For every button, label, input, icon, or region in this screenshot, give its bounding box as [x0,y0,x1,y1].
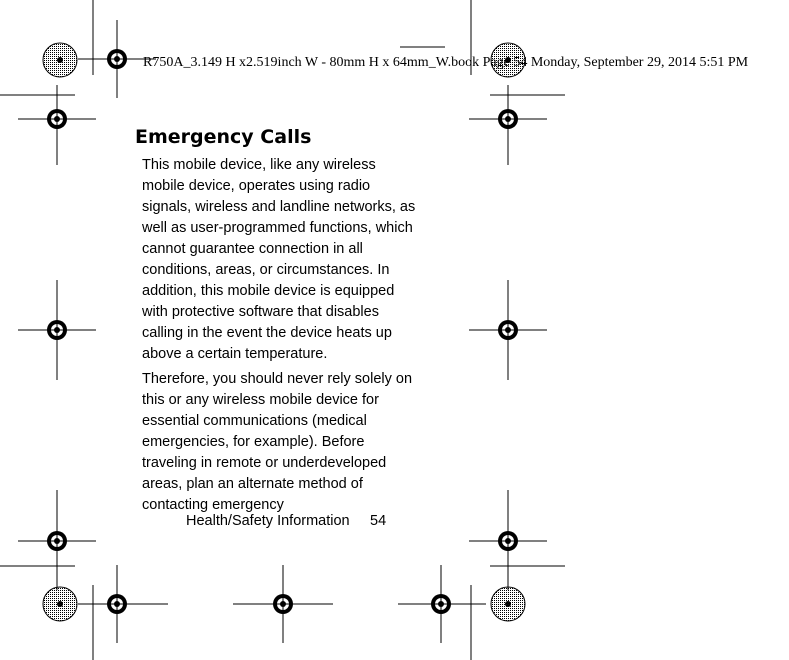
footer-section-name: Health/Safety Information [186,513,350,529]
paragraph-1: This mobile device, like any wireless mobile device, operates using radio signals, wireless and landline networks, as well as user-programmed functions, which cannot guarantee connection in all conditions, areas, or circumstances. In addition, this mobile device is equipped with protective software that disables calling in the event the device heats up above a certain temperature. [142,157,416,362]
page-number: 54 [370,513,387,529]
section-title: Emergency Calls [135,126,312,148]
paragraph-2: Therefore, you should never rely solely on this or any wireless mobile device for essential communications (medical emergencies, for example). Before traveling in remote or underdeveloped areas, plan an alternate method of contacting emergency [142,371,413,513]
slug-line: R750A_3.149 H x2.519inch W - 80mm H x 64mm_W.book Page 54 Monday, September 29, 2014 5:51 PM [143,55,749,70]
